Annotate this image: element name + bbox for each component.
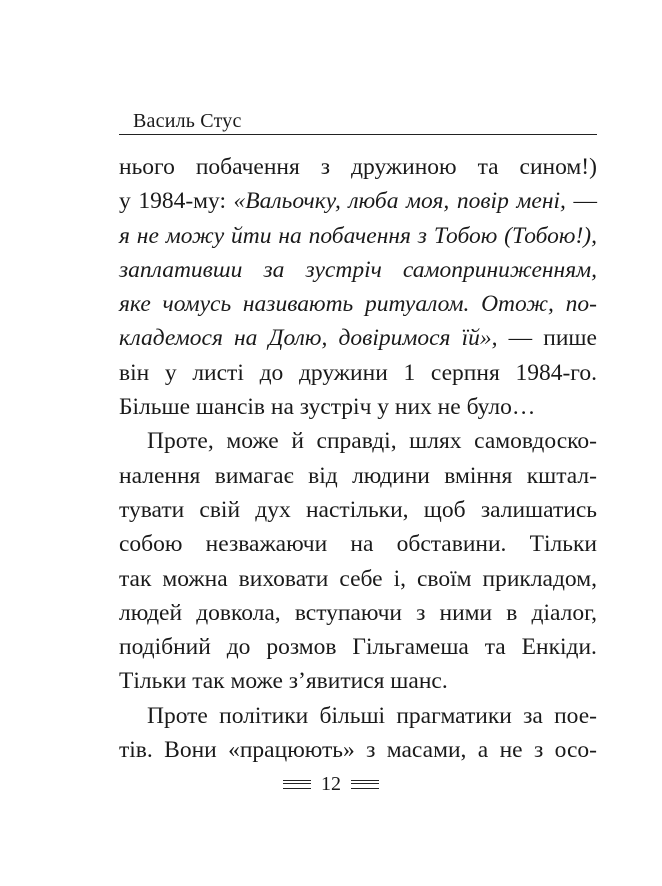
word: дружини — [298, 359, 388, 386]
text-line — [119, 253, 597, 287]
word: й — [291, 428, 304, 455]
word: розмов — [266, 634, 337, 661]
word: у — [164, 359, 177, 386]
word: масами, — [386, 737, 467, 764]
word: більші — [319, 702, 386, 729]
word: а — [477, 737, 489, 764]
word: Долю, — [268, 325, 328, 352]
word: від — [308, 462, 338, 489]
word: заплативши — [119, 256, 243, 283]
word: йти — [231, 222, 272, 249]
word: тів. — [119, 737, 153, 764]
word: Вони — [164, 737, 217, 764]
word: собою — [119, 531, 183, 558]
word: виховати — [238, 565, 329, 592]
word: ритуалом. — [365, 291, 470, 318]
word: діалог, — [531, 599, 597, 626]
word: вимагає — [214, 462, 294, 489]
word: ними — [439, 599, 493, 626]
text-line — [119, 321, 597, 355]
word: дружиною — [351, 154, 457, 180]
word: вміння — [444, 462, 513, 489]
text-line — [119, 733, 597, 767]
word: незважаючи — [205, 531, 328, 558]
word: щоб — [423, 496, 466, 523]
word: не — [136, 222, 159, 249]
word: на — [278, 222, 302, 249]
word: люба — [348, 188, 399, 215]
word: осо- — [554, 737, 597, 764]
word: можу — [165, 222, 225, 249]
text-line — [119, 664, 597, 698]
word: їй», — [461, 325, 498, 352]
word: так — [119, 565, 152, 592]
word: листі — [192, 359, 244, 386]
word: нього — [119, 154, 175, 180]
word: з — [416, 599, 426, 626]
word: Отож, — [481, 291, 554, 318]
word: на — [234, 325, 258, 352]
word: людей — [119, 599, 183, 626]
word: прикладом, — [482, 565, 597, 592]
word: за — [523, 702, 543, 729]
word: Тобою — [433, 222, 498, 249]
body-text — [119, 150, 597, 767]
word: «працюють» — [228, 737, 355, 764]
word: називають — [242, 291, 354, 318]
word: людини — [352, 462, 430, 489]
word: настільки, — [305, 496, 409, 523]
word: пише — [543, 325, 597, 352]
word: з — [417, 222, 427, 249]
word: по- — [565, 291, 597, 318]
word: не — [499, 737, 523, 764]
page-folio — [0, 770, 662, 798]
word: з — [320, 154, 331, 180]
word: — — [573, 188, 597, 215]
word: — — [508, 325, 533, 352]
word: та — [484, 634, 506, 661]
word: своїм — [416, 565, 472, 592]
word: Енкіди. — [521, 634, 597, 661]
text-line — [119, 356, 597, 390]
word: себе — [339, 565, 383, 592]
word: прагматики — [396, 702, 512, 729]
text-line — [119, 184, 597, 218]
text-line — [119, 596, 597, 630]
word: 1984-му: — [138, 188, 226, 215]
word: обставини. — [396, 531, 507, 558]
word: мені, — [516, 188, 566, 215]
word: тувати — [119, 496, 185, 523]
folio-ornament-left — [283, 780, 311, 789]
text-line — [119, 287, 597, 321]
text-line — [119, 493, 597, 527]
word: 1 — [403, 359, 416, 386]
text-line — [119, 150, 597, 184]
word: на — [350, 531, 374, 558]
running-head — [119, 108, 597, 135]
word: серпня — [430, 359, 500, 386]
word: моя, — [406, 188, 450, 215]
word: подібний — [119, 634, 211, 661]
word: сином!) — [519, 154, 597, 180]
word: Більше шансів на зустріч у них не було… — [119, 394, 536, 421]
word: довіримося — [338, 325, 451, 352]
word: свій — [199, 496, 241, 523]
word: він — [119, 359, 150, 386]
word: Тільки так може з’явитися шанс. — [119, 668, 448, 695]
word: та — [477, 154, 499, 180]
word: кладемося — [119, 325, 223, 352]
word: побачення — [308, 222, 411, 249]
word: налення — [119, 462, 201, 489]
text-line — [119, 527, 597, 561]
word: самовдоско- — [474, 428, 597, 455]
word: побачення — [195, 154, 300, 180]
word: повір — [456, 188, 509, 215]
word: за — [263, 256, 285, 283]
word: яке — [119, 291, 151, 318]
word: Тільки — [529, 531, 597, 558]
text-line — [119, 390, 597, 424]
word: до — [259, 359, 284, 386]
word: може — [226, 428, 279, 455]
running-head-author: Василь Стус — [133, 110, 242, 132]
word: шлях — [409, 428, 462, 455]
word: політики — [219, 702, 309, 729]
word: Проте, — [147, 428, 214, 455]
word: справді, — [316, 428, 397, 455]
page-number: 12 — [321, 772, 341, 795]
word: кштал- — [526, 462, 597, 489]
word: Гільгамеша — [352, 634, 469, 661]
text-line — [119, 459, 597, 493]
word: в — [506, 599, 518, 626]
word: з — [533, 737, 544, 764]
word: до — [226, 634, 251, 661]
word: у — [119, 188, 131, 215]
word: довкола, — [196, 599, 281, 626]
word: з — [366, 737, 376, 764]
word: і, — [393, 565, 406, 592]
word: я — [119, 222, 130, 249]
word: пое- — [554, 702, 597, 729]
word: дух — [255, 496, 291, 523]
word: Проте — [147, 702, 208, 729]
word: вступаючи — [294, 599, 402, 626]
word: 1984-го. — [515, 359, 597, 386]
word: залишатись — [480, 496, 597, 523]
word: зустріч — [305, 256, 382, 283]
word: можна — [162, 565, 228, 592]
word: чомусь — [162, 291, 232, 318]
text-line — [119, 219, 597, 253]
word: (Тобою!), — [504, 222, 597, 249]
word: «Вальочку, — [233, 188, 341, 215]
word: самоприниженням, — [402, 256, 597, 283]
text-line — [119, 699, 597, 733]
text-line — [119, 562, 597, 596]
text-line — [119, 630, 597, 664]
folio-ornament-right — [351, 780, 379, 789]
text-line — [119, 424, 597, 458]
